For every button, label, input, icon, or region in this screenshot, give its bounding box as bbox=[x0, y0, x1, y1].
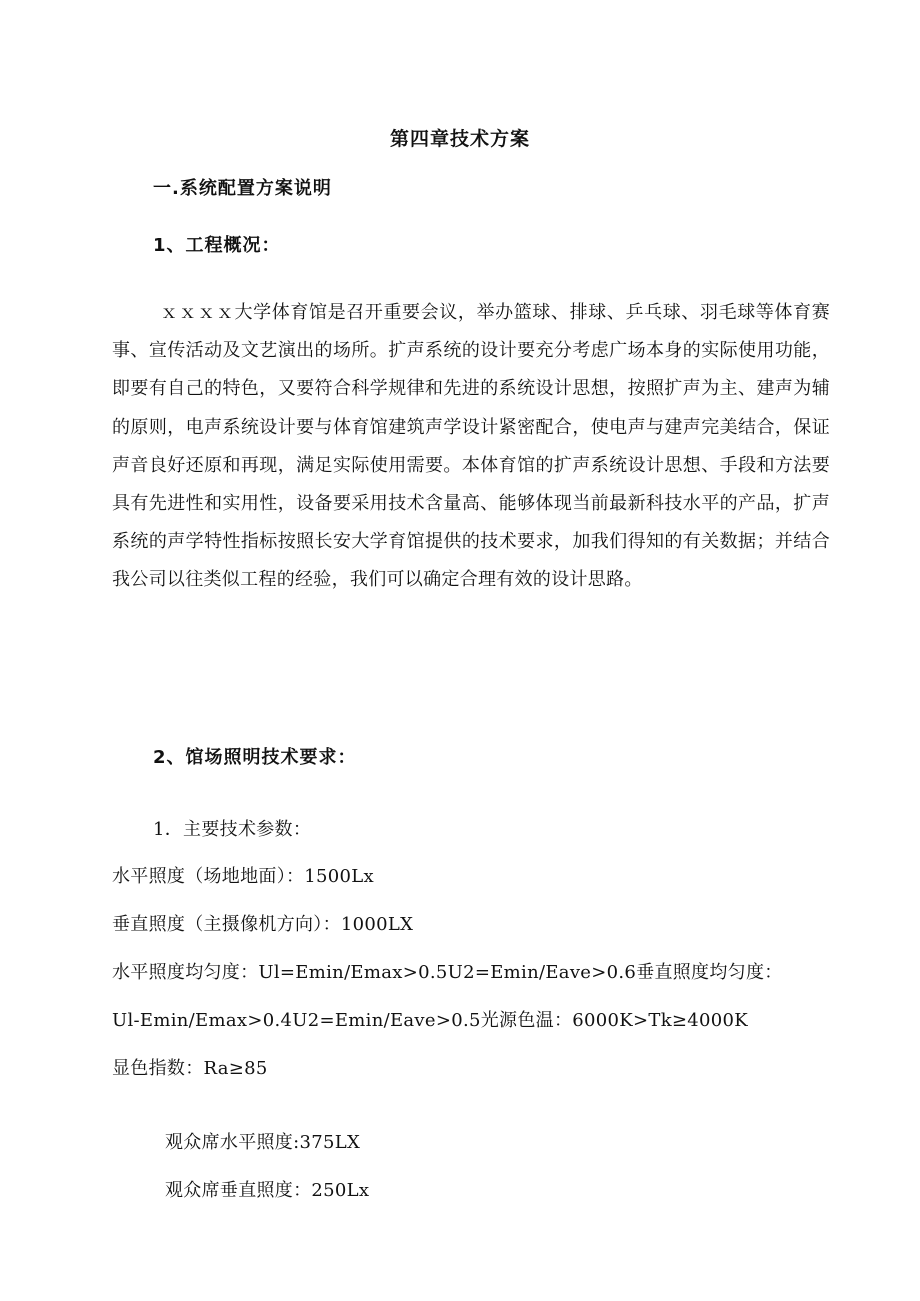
overview-paragraph: ｘｘｘｘ大学体育馆是召开重要会议，举办篮球、排球、乒乓球、羽毛球等体育赛事、宣传活动及文艺演出的场所。扩声系统的设计要充分考虑广场本身的实际使用功能，即要有自己的特色，又要符合科学规律和先进的系统设计思想，按照扩声为主、建声为辅的原则，电声系统设计要与体育馆建筑声学设计紧密配合，使电声与建声完美结合，保证声音良好还原和再现，满足实际使用需要。本体育馆的扩声系统设计思想、手段和方法要具有先进性和实用性，设备要采用技术含量高、能够体现当前最新科技水平的产品，扩声系统的声学特性指标按照长安大学育馆提供的技术要求，加我们得知的有关数据；并结合我公司以往类似工程的经验，我们可以确定合理有效的设计思路。 bbox=[112, 302, 830, 591]
section-heading-system-config: 一.系统配置方案说明 bbox=[153, 178, 332, 199]
subsection-heading-project-overview: 1、工程概况： bbox=[153, 235, 281, 256]
param-color-rendering: 显色指数：Ra≥85 bbox=[112, 1058, 268, 1079]
params-title: 1．主要技术参数： bbox=[153, 819, 312, 840]
chapter-title: 第四章技术方案 bbox=[389, 128, 530, 150]
subsection-heading-lighting-requirements: 2、馆场照明技术要求： bbox=[153, 747, 357, 768]
param-vertical-illuminance: 垂直照度（主摄像机方向）：1000LX bbox=[112, 914, 414, 935]
param-audience-horizontal: 观众席水平照度:375LX bbox=[165, 1132, 361, 1153]
param-audience-vertical: 观众席垂直照度：250Lx bbox=[165, 1180, 370, 1201]
param-uniformity-line-1: 水平照度均匀度：Ul=Emin/Emax>0.5U2=Emin/Eave>0.6垂直照度均匀度： bbox=[112, 962, 783, 983]
param-horizontal-illuminance: 水平照度（场地地面）：1500Lx bbox=[112, 866, 375, 887]
param-uniformity-line-2: Ul-Emin/Emax>0.4U2=Emin/Eave>0.5光源色温：6000K>Tk≥4000K bbox=[112, 1010, 749, 1031]
